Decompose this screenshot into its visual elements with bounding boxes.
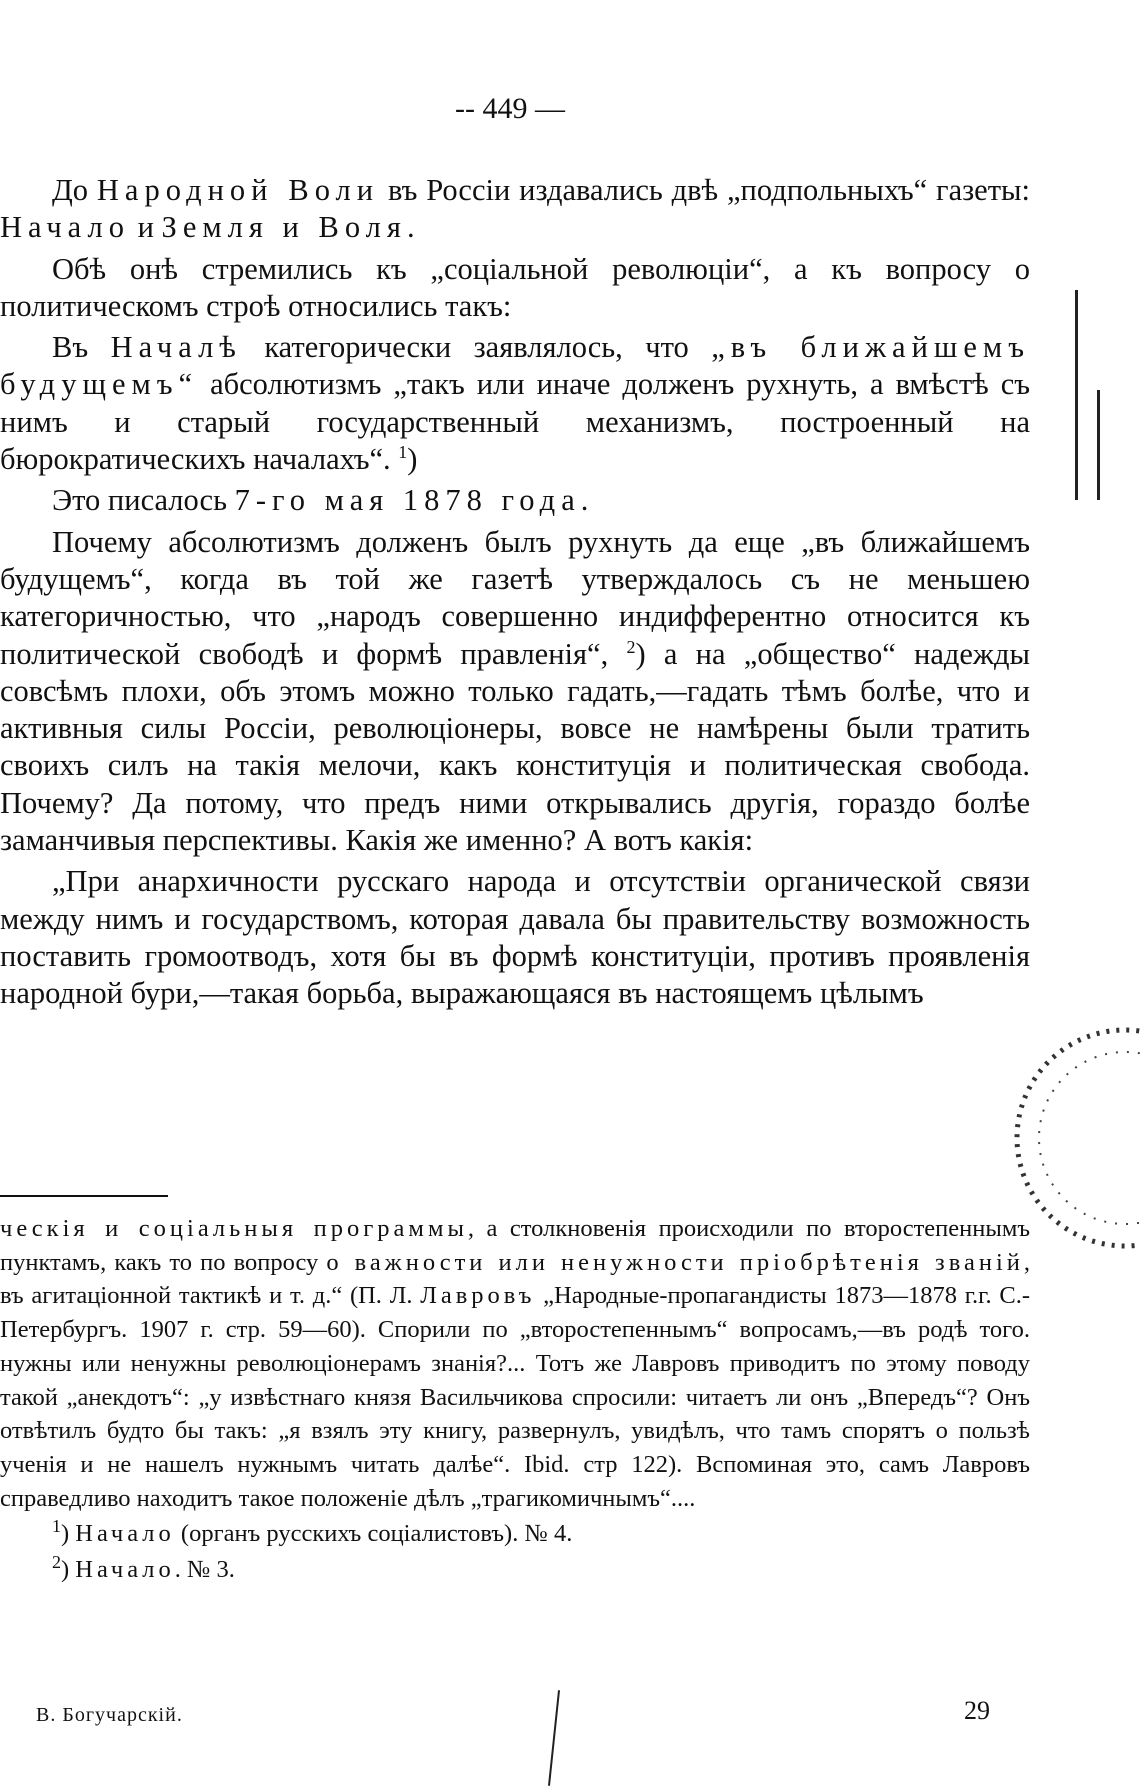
p3-text-c: категорически заявлялось, что [241,330,712,365]
p4-text-a: Это писалось [52,483,235,518]
sheet-number: 29 [964,1696,990,1725]
fn-spaced-programmy: ческія и соціальныя программы [0,1215,468,1242]
footnote-continuation [0,1212,1030,1515]
p3-spaced-quote: „въ ближайшемъ будущемъ“ [0,330,1030,402]
margin-mark [1075,290,1078,500]
p1-text-e: и [129,210,162,245]
p1-text-c: въ Россіи издавались двѣ „подпольныхъ“ газеты: [379,173,1030,207]
fn-text-d: , въ агитаціонной тактикѣ и т. д.“ (П. Л. [0,1248,1030,1310]
p3-text-e: абсолютизмъ „такъ или иначе долженъ рухнуть, а вмѣстѣ съ нимъ и старый государственный механизмъ, построенный на бюрократическихъ началахъ“. [0,367,1030,477]
footnote-1-text: (органъ русскихъ соціалистовъ). № 4. [174,1520,573,1548]
footnote-ref-1: 1 [398,441,408,462]
footnote-ref-2: 2 [626,636,636,657]
footnote-rule [0,1195,168,1197]
paragraph-5 [0,524,1030,860]
p1-spaced-nachalo: Начало [0,210,130,245]
fn-spaced-vopros: о важности или ненужности пріобрѣтенія званій [326,1248,1024,1276]
paragraph-2: Обѣ онѣ стремились къ „соціальной революціи“, а къ вопросу о политическомъ строѣ относились такъ: [0,251,1030,323]
footnotes [0,1212,1030,1587]
paragraph-3 [0,329,1030,478]
p3-spaced-nachale: Началѣ [110,330,242,365]
p4-text-c: . [580,483,589,518]
footnote-2-paren: ) [61,1556,76,1584]
paragraph-4 [0,482,1030,519]
footnote-2 [0,1553,1030,1587]
footnote-1-mark: 1 [52,1516,61,1537]
p1-spaced-zemlya-i-volya: Земля и Воля [161,210,407,245]
page-number: -- 449 — [455,92,565,125]
p1-spaced-narodnaya-volya: Народной Воли [96,173,380,207]
p3-text-a: Въ [52,330,111,365]
p5-text-a: Почему абсолютизмъ долженъ былъ рухнуть да еще „въ ближайшемъ будущемъ“, когда въ той же газетѣ утверждалось съ не меньшею категоричностью, что „народъ совершенно индифферентно относится къ политической свободѣ и формѣ правленія“, [0,524,1030,671]
fn-text-f: „Народные-пропагандисты 1873—1878 г.г. С.-Петербургъ. 1907 г. стр. 59—60). Спорили по „второстепеннымъ“ вопросамъ,—въ родѣ того. нужны или ненужны революціонерамъ знанія?... Тотъ же Лавровъ приводитъ по этому поводу такой „анекдотъ“: „у извѣстнаго князя Васильчикова спросили: читаетъ ли онъ „Впередъ“? Онъ отвѣтилъ будто бы такъ: „я взялъ эту книгу, развернулъ, увидѣлъ, что тамъ спорятъ о пользѣ ученія и не нашелъ нужнымъ читать далѣе“. Ibid. стр 122). Вспоминая это, самъ Лавровъ справедливо находитъ такое положеніе дѣлъ „трагикомичнымъ“.... [0,1282,1030,1512]
margin-mark [1097,390,1100,500]
paragraph-1 [0,172,1030,247]
footnote-1-paren: ) [61,1520,76,1548]
stamp-icon [1005,1018,1140,1258]
p5-text-b: ) а на „общество“ надежды совсѣмъ плохи, объ этомъ можно только гадать,—гадать тѣмъ болѣе, что и активныя силы Россіи, революціонеры, вовсе не намѣрены были тратить своихъ силъ на такія мелочи, какъ конституція и политическая свобода. Почему? Да потому, что предъ ними открывались другія, гораздо болѣе заманчивыя перспективы. Какія же именно? А вотъ какія: [0,636,1030,858]
margin-mark [548,1690,560,1786]
fn-text-b: , а столкновенія происходили по второстепеннымъ пунктамъ, какъ то по вопросу [0,1215,1030,1276]
paragraph-6: „При анархичности русскаго народа и отсутствіи органической связи между нимъ и государствомъ, которая давала бы правительству возможность поставить громоотводъ, хотя бы въ формѣ конституціи, противъ проявленія народной бури,—такая борьба, выражающаяся въ настоящемъ цѣлымъ [0,864,1030,1011]
author-signature: В. Богучарскій. [36,1704,183,1726]
p1-text-a: До [52,173,97,207]
p4-spaced-date: 7-го мая 1878 года [234,483,581,518]
p3-close: ) [407,442,418,477]
footnote-2-spaced: Начало [75,1556,175,1584]
p1-text-g: . [406,210,415,245]
footnote-1 [0,1517,1030,1551]
footnote-1-spaced: Начало [75,1520,175,1548]
footnote-2-mark: 2 [52,1551,61,1572]
main-text [0,172,1030,1013]
footnote-2-text: . № 3. [174,1556,235,1584]
fn-spaced-lavrov: Лавровъ [420,1282,536,1310]
